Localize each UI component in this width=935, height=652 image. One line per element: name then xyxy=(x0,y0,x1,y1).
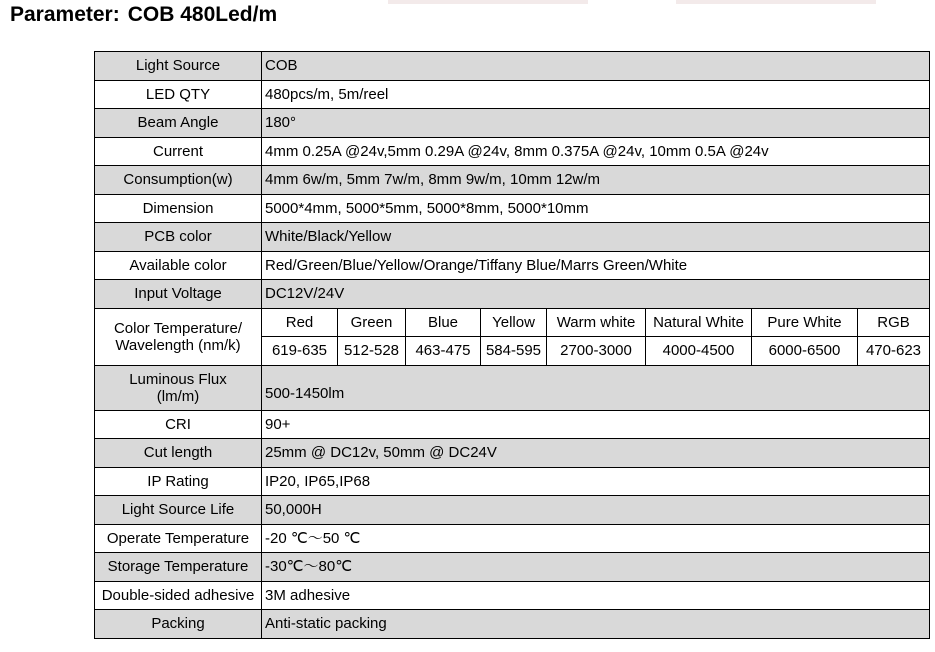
table-row xyxy=(95,439,930,468)
wavelength-cell: 463-475 xyxy=(406,337,481,366)
row-label: Storage Temperature xyxy=(95,553,262,582)
wavelength-cell: 584-595 xyxy=(481,337,547,366)
row-value: 50,000H xyxy=(262,496,930,525)
row-label: Packing xyxy=(95,610,262,639)
wavelength-cell: 4000-4500 xyxy=(646,337,752,366)
row-value: White/Black/Yellow xyxy=(262,223,930,252)
table-row xyxy=(95,166,930,195)
table-row xyxy=(95,280,930,309)
wavelength-cell: 470-623 xyxy=(858,337,930,366)
row-label: IP Rating xyxy=(95,467,262,496)
color-name-cell: RGB xyxy=(858,308,930,337)
color-temperature-label xyxy=(95,308,262,365)
row-label: LED QTY xyxy=(95,80,262,109)
row-value: DC12V/24V xyxy=(262,280,930,309)
row-value: IP20, IP65,IP68 xyxy=(262,467,930,496)
spec-table xyxy=(94,51,930,639)
row-label: Current xyxy=(95,137,262,166)
row-label: CRI xyxy=(95,410,262,439)
row-value: COB xyxy=(262,52,930,81)
table-row xyxy=(95,194,930,223)
page-title xyxy=(10,3,277,27)
row-value: 5000*4mm, 5000*5mm, 5000*8mm, 5000*10mm xyxy=(262,194,930,223)
wavelength-cell: 6000-6500 xyxy=(752,337,858,366)
row-label: Beam Angle xyxy=(95,109,262,138)
faint-banner-left xyxy=(388,0,588,4)
color-temperature-label-line2: Wavelength (nm/k) xyxy=(115,336,241,354)
table-row xyxy=(95,581,930,610)
title-product: COB 480Led/m xyxy=(127,3,278,26)
row-label: Dimension xyxy=(95,194,262,223)
row-value: 4mm 6w/m, 5mm 7w/m, 8mm 9w/m, 10mm 12w/m xyxy=(262,166,930,195)
table-row xyxy=(95,251,930,280)
wavelength-cell: 512-528 xyxy=(338,337,406,366)
color-name-cell: Red xyxy=(262,308,338,337)
row-value: 90+ xyxy=(262,410,930,439)
row-label: Cut length xyxy=(95,439,262,468)
color-name-cell: Pure White xyxy=(752,308,858,337)
faint-banner-right xyxy=(676,0,876,4)
row-value: -20 ℃～50 ℃ xyxy=(262,524,930,553)
row-value: 3M adhesive xyxy=(262,581,930,610)
row-label: PCB color xyxy=(95,223,262,252)
table-row xyxy=(95,410,930,439)
row-label: Double-sided adhesive xyxy=(95,581,262,610)
row-label: Operate Temperature xyxy=(95,524,262,553)
table-row xyxy=(95,223,930,252)
row-label: Input Voltage xyxy=(95,280,262,309)
luminous-flux-label-line2: (lm/m) xyxy=(156,387,200,405)
row-value: 180° xyxy=(262,109,930,138)
table-row xyxy=(95,52,930,81)
row-label: Available color xyxy=(95,251,262,280)
table-row xyxy=(95,553,930,582)
row-label: Light Source Life xyxy=(95,496,262,525)
table-row xyxy=(95,109,930,138)
row-value: 25mm @ DC12v, 50mm @ DC24V xyxy=(262,439,930,468)
color-name-cell: Green xyxy=(338,308,406,337)
table-row xyxy=(95,610,930,639)
row-value: 480pcs/m, 5m/reel xyxy=(262,80,930,109)
color-temperature-row xyxy=(95,308,930,337)
luminous-flux-label xyxy=(95,365,262,410)
color-name-cell: Natural White xyxy=(646,308,752,337)
table-row xyxy=(95,496,930,525)
color-name-cell: Warm white xyxy=(547,308,646,337)
row-label: Light Source xyxy=(95,52,262,81)
table-row xyxy=(95,467,930,496)
luminous-flux-row xyxy=(95,365,930,410)
row-label: Consumption(w) xyxy=(95,166,262,195)
luminous-flux-label-line1: Luminous Flux xyxy=(129,370,227,388)
title-prefix: Parameter: xyxy=(10,3,120,26)
wavelength-cell: 619-635 xyxy=(262,337,338,366)
table-row xyxy=(95,524,930,553)
color-temperature-label-line1: Color Temperature/ xyxy=(113,319,243,337)
table-row xyxy=(95,80,930,109)
row-value: Anti-static packing xyxy=(262,610,930,639)
row-value: Red/Green/Blue/Yellow/Orange/Tiffany Blue/Marrs Green/White xyxy=(262,251,930,280)
wavelength-cell: 2700-3000 xyxy=(547,337,646,366)
luminous-flux-value: 500-1450lm xyxy=(262,365,930,410)
table-row xyxy=(95,137,930,166)
row-value: -30℃～80℃ xyxy=(262,553,930,582)
row-value: 4mm 0.25A @24v,5mm 0.29A @24v, 8mm 0.375A @24v, 10mm 0.5A @24v xyxy=(262,137,930,166)
color-name-cell: Blue xyxy=(406,308,481,337)
color-name-cell: Yellow xyxy=(481,308,547,337)
